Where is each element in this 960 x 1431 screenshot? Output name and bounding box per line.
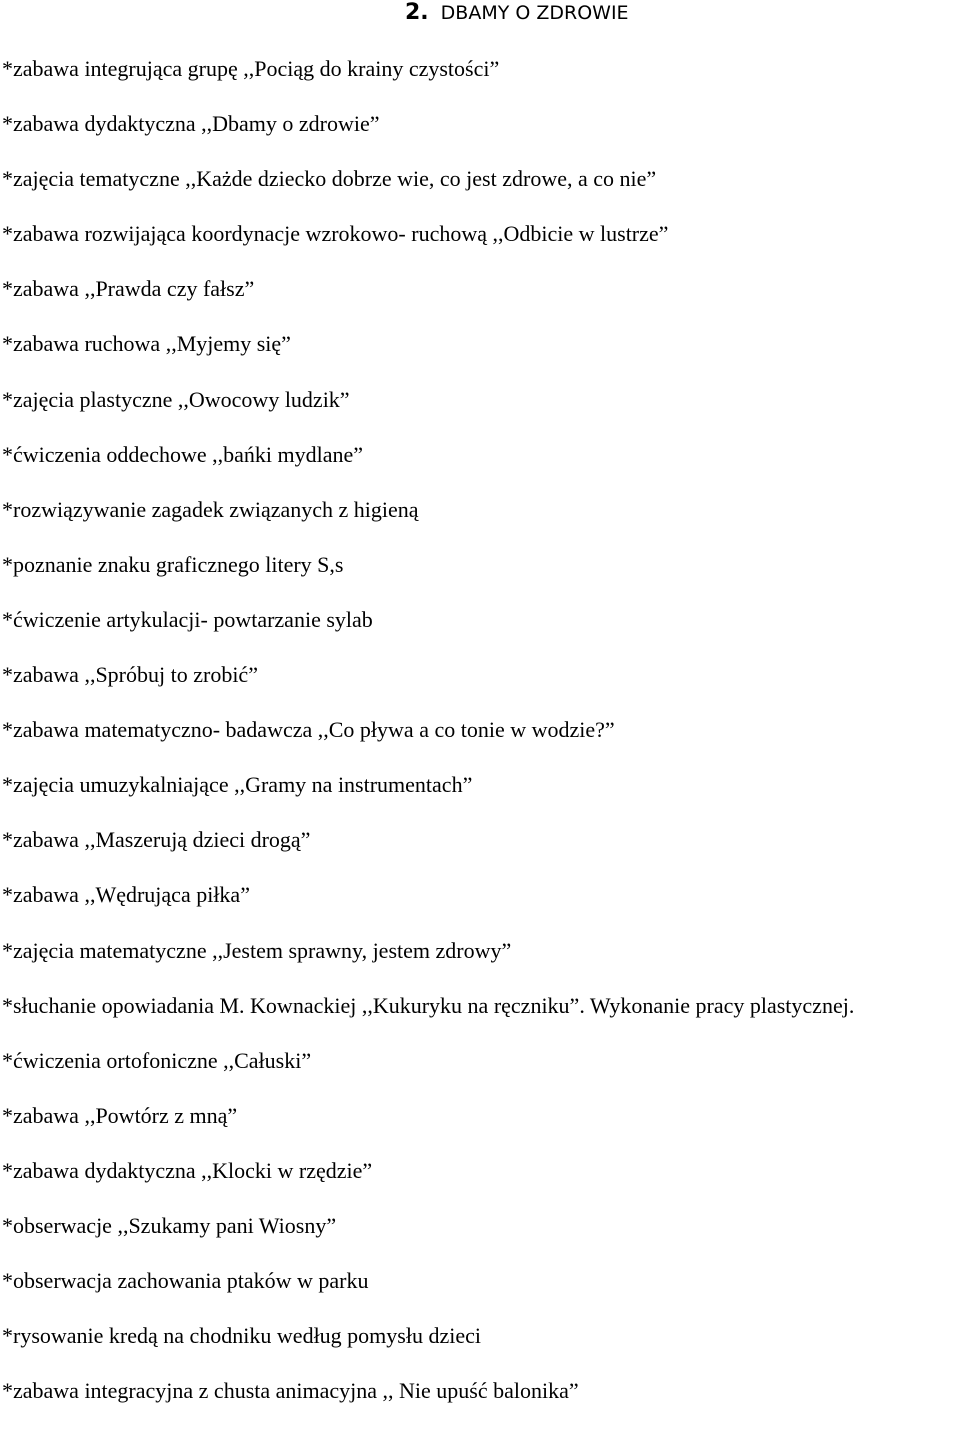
list-item: *zabawa ,,Wędrująca piłka” <box>2 882 250 908</box>
list-item: *ćwiczenia oddechowe ,,bańki mydlane” <box>2 441 364 467</box>
list-item: *zabawa ,,Spróbuj to zrobić” <box>2 662 258 688</box>
list-item: *zabawa matematyczno- badawcza ,,Co pływa a co tonie w wodzie?” <box>2 717 615 743</box>
list-item: *zabawa integracyjna z chusta animacyjna ,, Nie upuść balonika” <box>2 1378 579 1404</box>
list-item: *zabawa ,,Powtórz z mną” <box>2 1102 238 1128</box>
list-item: *zabawa ,,Prawda czy fałsz” <box>2 276 255 302</box>
list-item: *słuchanie opowiadania M. Kownackiej ,,Kukuryku na ręczniku”. Wykonanie pracy plastycznej. <box>2 992 855 1018</box>
list-item: *zajęcia umuzykalniające ,,Gramy na instrumentach” <box>2 772 473 798</box>
list-item: *rysowanie kredą na chodniku według pomysłu dzieci <box>2 1323 481 1349</box>
list-item: *zajęcia plastyczne ,,Owocowy ludzik” <box>2 386 350 412</box>
list-item: *zabawa integrująca grupę ,,Pociąg do krainy czystości” <box>2 56 500 81</box>
list-item: *zabawa dydaktyczna ,,Klocki w rzędzie” <box>2 1157 373 1183</box>
list-item: *ćwiczenie artykulacji- powtarzanie sylab <box>2 606 373 632</box>
list-item: *zabawa ,,Maszerują dzieci drogą” <box>2 827 311 853</box>
list-item: *zabawa rozwijająca koordynacje wzrokowo- ruchową ,,Odbicie w lustrze” <box>2 221 669 247</box>
list-item: *obserwacja zachowania ptaków w parku <box>2 1268 369 1294</box>
list-item: *obserwacje ,,Szukamy pani Wiosny” <box>2 1212 337 1238</box>
section-number: 2. <box>405 0 429 25</box>
activity-list <box>2 54 854 1431</box>
section-heading <box>405 0 629 28</box>
list-item: *ćwiczenia ortofoniczne ,,Całuski” <box>2 1047 312 1073</box>
list-item: *zajęcia tematyczne ,,Każde dziecko dobrze wie, co jest zdrowe, a co nie” <box>2 166 657 192</box>
list-item: *poznanie znaku graficznego litery S,s <box>2 551 344 577</box>
list-item: *rozwiązywanie zagadek związanych z higieną <box>2 496 419 522</box>
section-title: DBAMY O ZDROWIE <box>440 2 629 24</box>
list-item: *zabawa dydaktyczna ,,Dbamy o zdrowie” <box>2 111 380 137</box>
list-item: *zabawa ruchowa ,,Myjemy się” <box>2 331 291 357</box>
list-item: *zajęcia matematyczne ,,Jestem sprawny, jestem zdrowy” <box>2 937 512 963</box>
